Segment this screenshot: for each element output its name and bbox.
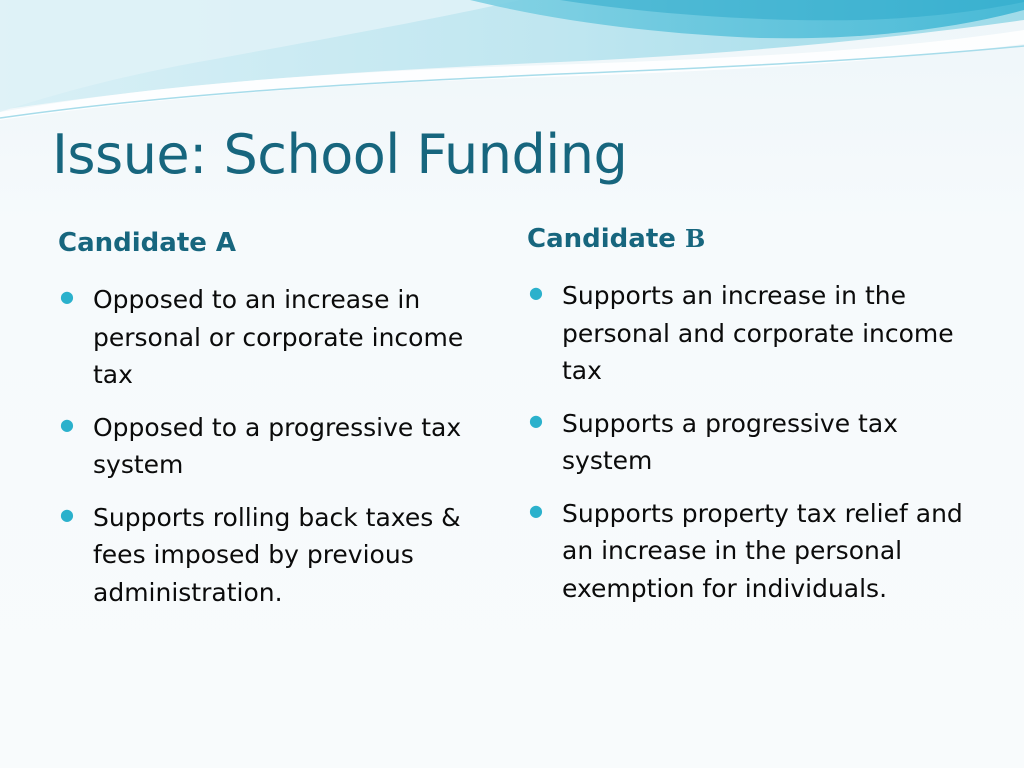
- bullet-text: Opposed to a progressive tax system: [93, 412, 462, 480]
- bullet-text: Supports property tax relief and an increase in the personal exemption for individuals.: [562, 498, 963, 603]
- bullet-text: Supports rolling back taxes & fees imposed by previous administration.: [93, 502, 461, 607]
- bullet-icon: ●: [529, 410, 543, 430]
- bullet-text: Opposed to an increase in personal or corporate income tax: [93, 285, 464, 390]
- list-item: [58, 281, 498, 394]
- bullet-text: Supports a progressive tax system: [562, 408, 898, 476]
- candidate-b-bullet-list: [527, 277, 967, 607]
- list-item: [58, 409, 498, 484]
- candidate-a-heading: Candidate A: [58, 228, 237, 258]
- candidate-b-heading: [527, 224, 967, 255]
- bullet-icon: ●: [529, 283, 543, 303]
- list-item: [527, 495, 967, 608]
- candidate-a-bullet-list: [58, 281, 498, 611]
- candidate-b-heading-prefix: Candidate: [527, 224, 685, 254]
- candidate-b-heading-letter: B: [684, 224, 706, 253]
- bullet-icon: ●: [60, 287, 74, 307]
- decorative-wave-banner: [0, 0, 1024, 130]
- list-item: [58, 499, 498, 612]
- bullet-icon: ●: [529, 500, 543, 520]
- list-item: [527, 405, 967, 480]
- candidate-a-column: [58, 228, 498, 626]
- bullet-icon: ●: [60, 504, 74, 524]
- candidate-b-column: [527, 224, 967, 622]
- bullet-text: Supports an increase in the personal and corporate income tax: [562, 281, 954, 386]
- slide-title: Issue: School Funding: [52, 123, 628, 186]
- bullet-icon: ●: [60, 414, 74, 434]
- list-item: [527, 277, 967, 390]
